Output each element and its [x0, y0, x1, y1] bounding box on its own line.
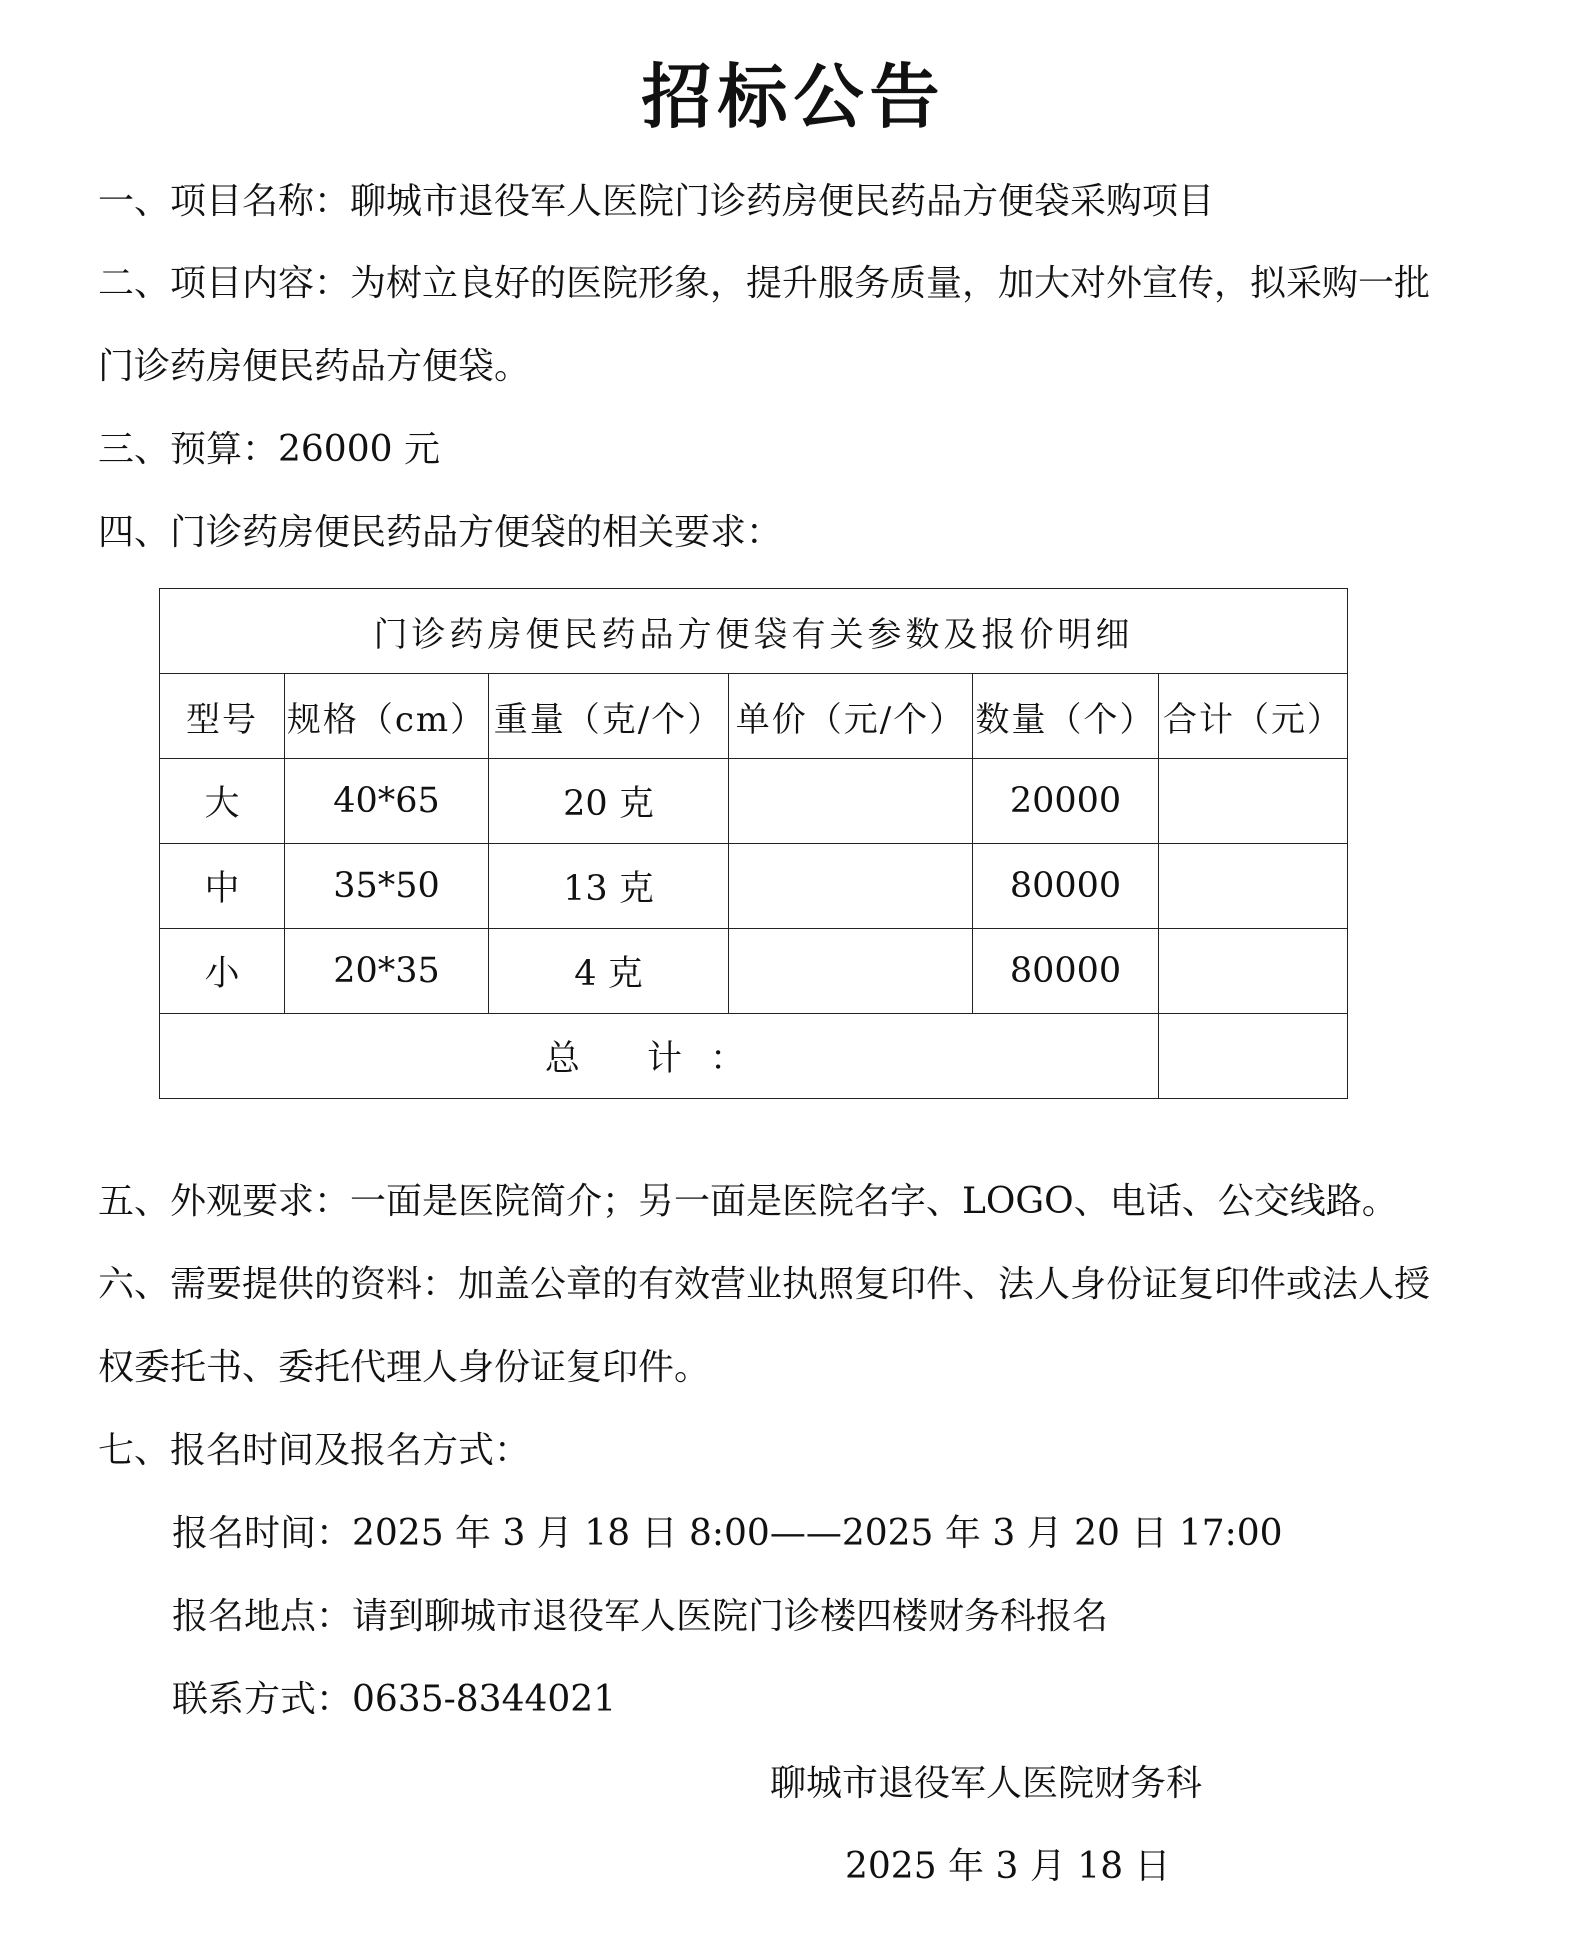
total-label: 总 计： — [160, 1014, 1159, 1099]
cell-size: 35*50 — [285, 844, 489, 929]
registration-time: 报名时间：2025 年 3 月 18 日 8:00——2025 年 3 月 20 日 17:00 — [172, 1513, 1283, 1554]
cell-quantity: 80000 — [973, 929, 1159, 1014]
table-header-row — [160, 674, 1348, 759]
cell-weight: 13 克 — [489, 844, 729, 929]
cell-subtotal — [1159, 759, 1348, 844]
item-requirements: 四、门诊药房便民药品方便袋的相关要求： — [98, 512, 783, 553]
signature-org: 聊城市退役军人医院财务科 — [770, 1763, 1203, 1804]
header-weight: 重量（克/个） — [489, 674, 729, 759]
cell-weight: 20 克 — [489, 759, 729, 844]
cell-subtotal — [1159, 844, 1348, 929]
cell-unit-price — [729, 759, 973, 844]
cell-size: 20*35 — [285, 929, 489, 1014]
cell-model: 大 — [160, 759, 285, 844]
item-materials-line2: 权委托书、委托代理人身份证复印件。 — [98, 1347, 711, 1388]
header-size: 规格（cm） — [285, 674, 489, 759]
page-title: 招标公告 — [641, 55, 946, 138]
header-subtotal: 合计（元） — [1159, 674, 1348, 759]
table-row — [160, 759, 1348, 844]
cell-unit-price — [729, 929, 973, 1014]
cell-subtotal — [1159, 929, 1348, 1014]
item-project-content-line1: 二、项目内容：为树立良好的医院形象，提升服务质量，加大对外宣传，拟采购一批 — [98, 263, 1431, 304]
total-value — [1159, 1014, 1348, 1099]
cell-model: 小 — [160, 929, 285, 1014]
contact-info: 联系方式：0635-8344021 — [172, 1679, 617, 1720]
item-project-content-line2: 门诊药房便民药品方便袋。 — [98, 346, 531, 387]
cell-quantity: 80000 — [973, 844, 1159, 929]
table-caption-row — [160, 589, 1348, 674]
table-total-row — [160, 1014, 1348, 1099]
table-row — [160, 929, 1348, 1014]
item-appearance: 五、外观要求：一面是医院简介；另一面是医院名字、LOGO、电话、公交线路。 — [98, 1181, 1398, 1222]
header-model: 型号 — [160, 674, 285, 759]
cell-weight: 4 克 — [489, 929, 729, 1014]
item-budget: 三、预算：26000 元 — [98, 429, 440, 470]
params-table — [159, 588, 1348, 1099]
cell-model: 中 — [160, 844, 285, 929]
header-quantity: 数量（个） — [973, 674, 1159, 759]
header-unit-price: 单价（元/个） — [729, 674, 973, 759]
item-registration: 七、报名时间及报名方式： — [98, 1430, 531, 1471]
table-caption: 门诊药房便民药品方便袋有关参数及报价明细 — [160, 589, 1348, 674]
registration-place: 报名地点：请到聊城市退役军人医院门诊楼四楼财务科报名 — [172, 1596, 1109, 1637]
cell-size: 40*65 — [285, 759, 489, 844]
signature-date: 2025 年 3 月 18 日 — [845, 1846, 1171, 1887]
cell-quantity: 20000 — [973, 759, 1159, 844]
table-row — [160, 844, 1348, 929]
item-materials-line1: 六、需要提供的资料：加盖公章的有效营业执照复印件、法人身份证复印件或法人授 — [98, 1264, 1431, 1305]
cell-unit-price — [729, 844, 973, 929]
item-project-name: 一、项目名称：聊城市退役军人医院门诊药房便民药品方便袋采购项目 — [98, 181, 1215, 222]
